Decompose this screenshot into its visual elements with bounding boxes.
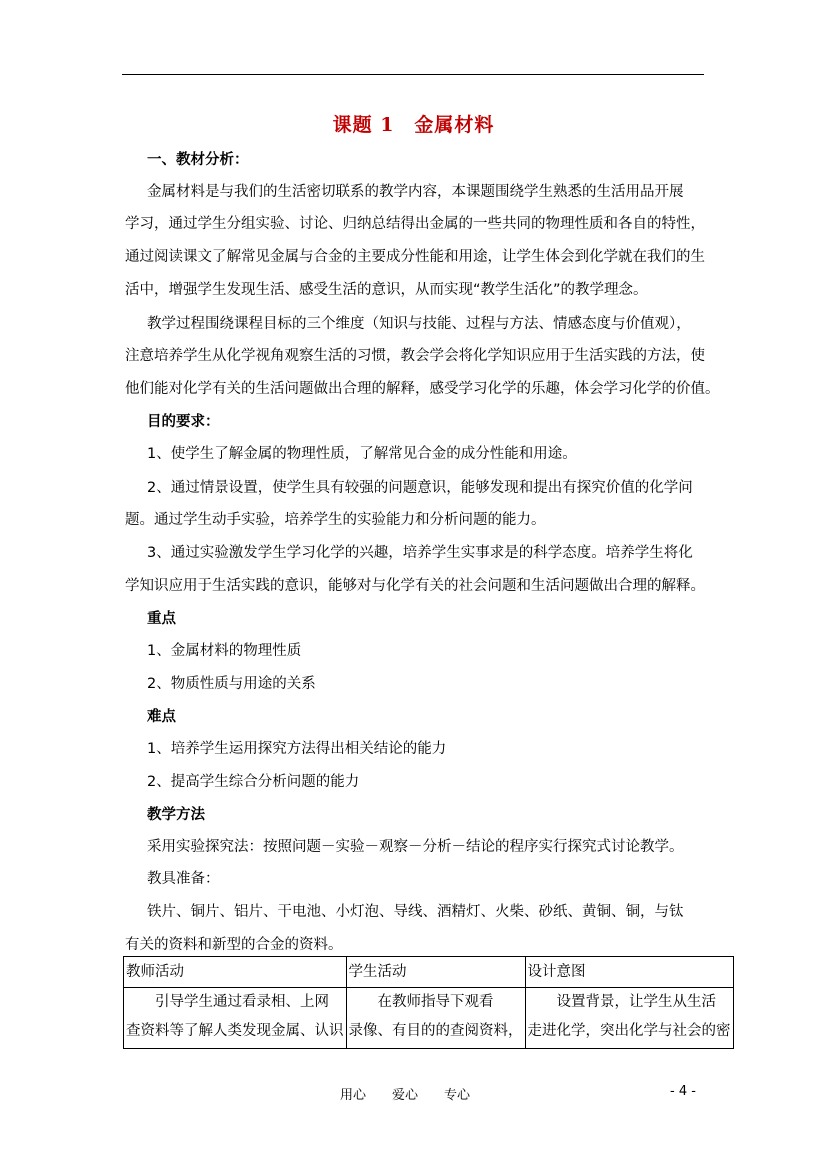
paragraph-line: 教学过程围绕课程目标的三个维度（知识与技能、过程与方法、情感态度与价值观）， [147, 316, 691, 332]
key-point-item: 1、金属材料的物理性质 [147, 643, 302, 659]
cell-line: 设置背景，让学生从生活 [527, 994, 716, 1010]
table-header-cell: 设计意图 [525, 957, 733, 988]
table-header-cell: 学生活动 [346, 957, 525, 988]
header-rule [122, 74, 704, 75]
cell-line: 查资料等了解人类发现金属、认识 [126, 1023, 344, 1039]
cell-line: 在教师指导下观看 [348, 994, 494, 1010]
cell-line: 录像、有目的的查阅资料， [348, 1023, 523, 1039]
table-header-cell: 教师活动 [124, 957, 347, 988]
key-point-item: 2、物质性质与用途的关系 [147, 676, 316, 692]
section-heading-key-points: 重点 [147, 611, 176, 627]
goal-item-cont: 题。通过学生动手实验，培养学生的实验能力和分析问题的能力。 [125, 512, 546, 528]
equipment-heading: 教具准备： [147, 871, 220, 887]
section-heading-analysis: 一、教材分析： [147, 152, 249, 168]
paragraph-line: 他们能对化学有关的生活问题做出合理的解释，感受学习化学的乐趣，体会学习化学的价值。 [125, 381, 720, 397]
footer-motto: 用心 爱心 专心 [340, 1088, 471, 1103]
page-title: 课题 1 金属材料 [332, 114, 495, 136]
goal-item: 3、通过实验激发学生学习化学的兴趣，培养学生实事求是的科学态度。培养学生将化 [147, 545, 693, 561]
paragraph-line: 注意培养学生从化学视角观察生活的习惯，教会学会将化学知识应用于生活实践的方法，使 [125, 348, 705, 364]
difficulty-item: 1、培养学生运用探究方法得出相关结论的能力 [147, 741, 447, 757]
equipment-line: 有关的资料和新型的合金的资料。 [125, 937, 343, 953]
difficulty-item: 2、提高学生综合分析问题的能力 [147, 774, 360, 790]
paragraph-line: 活中，增强学生发现生活、感受生活的意识，从而实现“教学生活化”的教学理念。 [125, 282, 648, 298]
section-heading-difficulties: 难点 [147, 709, 176, 725]
cell-line: 引导学生通过看录相、上网 [126, 994, 329, 1010]
method-text: 采用实验探究法：按照问题－实验－观察－分析－结论的程序实行探究式讨论教学。 [147, 839, 684, 855]
section-heading-method: 教学方法 [147, 807, 205, 823]
table-cell [525, 988, 733, 1049]
table-header-row [124, 957, 734, 988]
goal-item-cont: 学知识应用于生活实践的意识，能够对与化学有关的社会问题和生活问题做出合理的解释。 [125, 578, 705, 594]
table-row [124, 988, 734, 1049]
goal-item: 1、使学生了解金属的物理性质，了解常见合金的成分性能和用途。 [147, 446, 577, 462]
goal-item: 2、通过情景设置，使学生具有较强的问题意识，能够发现和提出有探究价值的化学问 [147, 480, 693, 496]
table-cell [346, 988, 525, 1049]
page-number: - 4 - [670, 1084, 696, 1099]
equipment-line: 铁片、铜片、铝片、干电池、小灯泡、导线、酒精灯、火柴、砂纸、黄铜、铜，与钛 [147, 904, 684, 920]
paragraph-line: 学习，通过学生分组实验、讨论、归纳总结得出金属的一些共同的物理性质和各自的特性， [125, 216, 705, 232]
section-heading-goals: 目的要求： [147, 414, 220, 430]
table-cell [124, 988, 347, 1049]
cell-line: 走进化学，突出化学与社会的密 [527, 1023, 731, 1039]
lesson-plan-table [123, 956, 734, 1049]
paragraph-line: 通过阅读课文了解常见金属与合金的主要成分性能和用途，让学生体会到化学就在我们的生 [125, 249, 705, 265]
paragraph-line: 金属材料是与我们的生活密切联系的教学内容，本课题围绕学生熟悉的生活用品开展 [147, 184, 684, 200]
